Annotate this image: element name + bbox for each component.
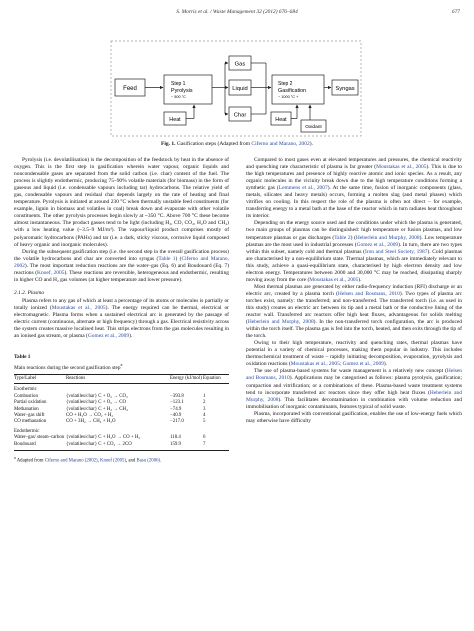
step1-title: Step 1 — [171, 81, 186, 87]
body-paragraph: Most thermal plasmas are generated by either radio-frequency induction (RFI) discharge or an electric arc, created by a plasma torch (Helsen and Bosmans, 2010). Two types of plasma arc torches exist, namely: the transferred; and non-transferred. The transferred torch (i.e. as used in this study) creates an electric arc between its tip and a metal bath or the conductive lining of the reactor wall. Transferred arc reactors offer high heat fluxes, advantageous for solids melting (Heberlein and Murphy, 2008). In the non-transferred torch configuration, the arc is produced within the torch itself. The plasma gas is fed into the torch, heated, and then exits through the tip of the torch. — [246, 283, 462, 340]
table-cell: 2 — [203, 400, 206, 406]
pyrolysis-paragraph: Pyrolysis (i.e. devolatilisation) is the decomposition of the feedstock by heat in the absence of oxygen. This is the first step in gasification wherein water vapour, organic liquids and noncondensable gases are separated from the solid carbon (i.e. char) content of the fuel. The process is slightly endothermic, producing 75–90% volatile materials (for biomass) in the form of gaseous and liquid (i.e. condensable vapours including tar) hydrocarbons. The relative yield of gas, condensable vapours and residual char depends largely on the rate of heating and final temperature. Pyrolysis is initiated at around 230 °C when thermally unstable feed constituents (for example, lignin in biomass and volatiles in coal) break down and evaporate with other volatile constituents. The other pyrolysis processes begin slowly at ~350 °C. Above 700 °C these become almost instantaneous. The product gasses tend to be light (including H₂, CO, CO₂, H₂O and CH₄) with a low heating value (~3.5–9 MJ/m³). The vapour/liquid product comprises mostly of polyaromatic hydrocarbons (PAHs) and tar (i.e. a dark, sticky viscous, corrosive liquid composed of heavy organic and inorganic molecules). — [14, 157, 229, 248]
char-label: Char — [233, 112, 247, 119]
table-cell: −393.8 — [170, 393, 184, 399]
table-group-row — [14, 426, 229, 435]
page-header — [14, 9, 460, 19]
left-column — [14, 157, 229, 465]
table-cell: {volatiles/char} C + CO₂ → 2CO — [66, 442, 170, 451]
citation-link[interactable]: Moustakas et al., 2005 — [376, 164, 427, 171]
caption-text: Gasification steps (Adapted from — [176, 141, 252, 147]
citation-link[interactable]: Ciferno and Marano (2002) — [44, 458, 98, 464]
body-paragraph: Compared to most gases even at elevated temperatures and pressures, the chemical reactivity and quenching rate characteristic of plasma is far greater (Moustakas et al., 2005). This is due to the high temperatures and presence of highly reactive atomic and ionic species. As a result, any organic molecules in the vicinity break down due to the high temperature conditions forming a synthetic gas (Lemmens et al., 2007). At the same time, fusion of inorganic components (glass, metals, silicates and heavy metals) occurs, forming a molten slag (and metal phases) which vitrifies on cooling. In this respect the role of the plasma is often not direct – for example, transferring energy to a metal bath at the base of the reactor which in turn radiates heat throughout its interior. — [246, 157, 463, 220]
table-cell: {volatiles/char} C + H₂ → CH₄ — [66, 406, 128, 412]
table-cell: −123.1 — [170, 400, 184, 406]
gas-label: Gas — [234, 61, 246, 68]
step2-name: Gasification — [278, 88, 307, 94]
table1-link[interactable]: Table 1 — [158, 255, 176, 262]
liquid-label: Liquid — [232, 86, 248, 92]
table-cell: 118.4 — [170, 435, 181, 441]
table-footnote: $^a$ Adapted from Ciferno and Marano (2002), Knoef (2005), and Basu (2006). — [14, 455, 162, 464]
table-cell: 7 — [203, 442, 229, 451]
reactions-table — [14, 374, 229, 451]
caption-citation-link[interactable]: Ciferno and Marano, 2002 — [251, 141, 310, 147]
citation-link[interactable]: Moustakas et al., 2005 — [309, 276, 359, 283]
table-cell: Methanation — [14, 406, 39, 412]
table-cell: −217.0 — [170, 419, 184, 425]
table-cell: 6 — [203, 435, 206, 441]
table2-link[interactable]: Table 2 — [334, 234, 351, 241]
table-cell: −40.9 — [170, 413, 182, 419]
table-group-label: Endothermic — [14, 428, 40, 434]
page-number: 677 — [451, 9, 460, 15]
table-group-row — [14, 384, 229, 394]
table-cell: 1 — [203, 393, 206, 399]
table-body — [14, 384, 229, 451]
caption-end: ). — [309, 141, 313, 147]
citation-link[interactable]: Gomez et al., 2009 — [87, 333, 130, 340]
citation-link[interactable]: Heberlein and Murphy, 2008 — [246, 389, 462, 403]
col-header-type: Type/Label — [14, 375, 66, 384]
running-header: S. Morris et al. / Waste Management 32 (2012) 676–684 — [176, 9, 298, 15]
heat2-label: Heat — [275, 117, 287, 123]
caption-label: Fig. 1. — [160, 141, 176, 147]
table-cell: {volatiles/char} C + O₂ → CO₂ — [66, 393, 128, 399]
table-cell: Boudouard — [14, 442, 66, 451]
body-paragraph: The use of plasma-based systems for waste management is a relatively new concept (Helsen and Bosmans, 2010). Applications may be categorised as follows: plasma pyrolysis, gasification; compaction and vitrification; or a combinations of these. Plasma-based waste treatment systems tend to incorporate transferred arc reactors since they offer high heat fluxes (Heberlein and Murphy, 2008). This facilitates decontamination in combination with volume reduction and immobilisation of inorganic contaminants, features typical of solid waste. — [246, 368, 463, 410]
citation-link[interactable]: Helsen and Bosmans, 2010 — [246, 368, 462, 382]
col-header-equation: Equation — [203, 375, 229, 384]
table-subtitle: Main reactions during the second gasification step$^a$ — [14, 362, 123, 371]
step1-name: Pyrolysis — [171, 88, 193, 94]
col-header-energy: Energy (kJ/mol) — [170, 375, 203, 384]
table-cell: {volatiles/char} C + H₂O → CO + H₂ — [66, 435, 141, 441]
table-cell: CO + 3H₂ → CH₄ + H₂O — [66, 419, 116, 425]
heat1-label: Heat — [169, 117, 181, 123]
table-cell: −74.9 — [170, 406, 182, 412]
feed-label: Feed — [123, 86, 137, 92]
table-cell: 3 — [203, 406, 206, 412]
citation-link[interactable]: Heberlein and Murphy, 2008 — [355, 234, 420, 241]
plasma-paragraph: Plasma refers to any gas of which at least a percentage of its atoms or molecules is partially or totally ionized (Moustakas et al., 2005). The energy required can be thermal, electrical or electromagnetic. Plasma forms when a sustained electrical arc is generated by the passage of electric current (continuous, alternate or high frequency) through a gas. Electrical resistivity across the system creates massive localised heat. This strips electrons from the gas molecules resulting in an ionised gas stream, or plasma (Gomez et al., 2009). — [14, 297, 229, 340]
table-cell: Combustion — [14, 393, 38, 399]
table-cell: CO methanation — [14, 419, 47, 425]
step2-title: Step 2 — [278, 81, 293, 87]
citation-link[interactable]: Helsen and Bosmans, 2010 — [337, 290, 400, 297]
body-paragraph: Plasma, incorporated with conventional gasification, enables the use of low-energy fuels which may otherwise have difficulty — [246, 410, 462, 424]
citation-link[interactable]: Knoef, 2005 — [37, 269, 65, 276]
citation-link[interactable]: Lemmens et al., 2007 — [278, 185, 328, 192]
citation-link[interactable]: Knoef (2005) — [100, 458, 126, 464]
syngas-label: Syngas — [335, 86, 355, 92]
citation-link[interactable]: Moustakas et al., 2005 — [51, 304, 106, 311]
table-group-label: Exothermic — [14, 387, 37, 393]
citation-link[interactable]: Ciferno and Marano, 2002 — [14, 255, 230, 269]
table-cell: {volatiles/char} C + O₂ → CO — [66, 400, 127, 406]
figure-1 — [0, 26, 474, 146]
citation-link[interactable]: Basu (2006) — [136, 458, 161, 464]
table-title: Table 1 — [14, 354, 31, 361]
citation-link[interactable]: Moustakas et al., 2005; Gomez et al., 2009 — [290, 361, 384, 368]
table-cell: Water–gas/ steam–carbon — [14, 435, 65, 441]
citation-link[interactable]: Iron and Steel Society, 1987 — [364, 248, 428, 255]
citation-link[interactable]: Gomez et al., 2009 — [356, 241, 399, 248]
table-row — [14, 442, 229, 451]
gasification-step-paragraph: During the subsequent gasification step (i.e. the second step in the overall gasification process) the volatile hydrocarbons and char are converted into syngas (Table 1) (Ciferno and Marano, 2002). The most important reduction reactions are the water–gas (Eq. 6) and Boudouard (Eq. 7) reactions (Knoef, 2005). These reactions are reversible, heterogeneous and endothermic, resulting in higher CO and H₂ gas volumes (at higher temperature and lower pressure). — [14, 248, 230, 283]
body-paragraph: Owing to their high temperature, reactivity and quenching rates, thermal plasmas have potential in a variety of chemical processes, making them popular in industry. This includes thermochemical treatment of waste – rapidly initiating decomposition, evaporation, pyrolysis and oxidation reactions (Moustakas et al., 2005; Gomez et al., 2009). — [246, 340, 462, 368]
figure-caption — [14, 141, 460, 147]
oxidant-label: Oxidant — [305, 125, 322, 130]
table-cell: 5 — [203, 419, 206, 425]
section-heading: 2.1.2. Plasma — [14, 289, 44, 296]
table-cell: Water–gas shift — [14, 413, 45, 419]
table-cell: 159.9 — [170, 442, 203, 451]
citation-link[interactable]: Heberlein and Murphy, 2008 — [247, 319, 314, 326]
gasification-diagram — [0, 26, 474, 146]
right-column — [246, 157, 462, 425]
body-paragraph: Depending on the energy source used and the conditions under which the plasma is generated, two main groups of plasmas can be distinguished: high temperature or fusion plasmas, and low temperature plasmas or gas discharges (Table 2) (Heberlein and Murphy, 2008). Low temperature plasmas are the most used in industrial processes (Gomez et al., 2009). In turn, there are two types within this subset, namely cold and thermal plasmas (Iron and Steel Society, 1987). Cold plasmas are characterised by a non-equilibrium state. Thermal plasmas, which are immediately relevant to this study, achieve a quasi-equilibrium state, characterised by high electron density and low electron energy. Temperatures between 2000 and 30,000 °C may be reached, dissipating sharply moving away from the core (Moustakas et al., 2005). — [246, 220, 463, 283]
step2-temp: ~ 1000 °C + — [278, 95, 299, 99]
col-header-reactions: Reactions — [66, 375, 170, 384]
table-cell: 4 — [203, 413, 206, 419]
table-cell: CO + H₂O → CO₂ + H₂ — [66, 413, 114, 419]
step1-temp: ~ 500 °C — [171, 95, 186, 99]
table-cell: Partial oxidation — [14, 400, 47, 406]
